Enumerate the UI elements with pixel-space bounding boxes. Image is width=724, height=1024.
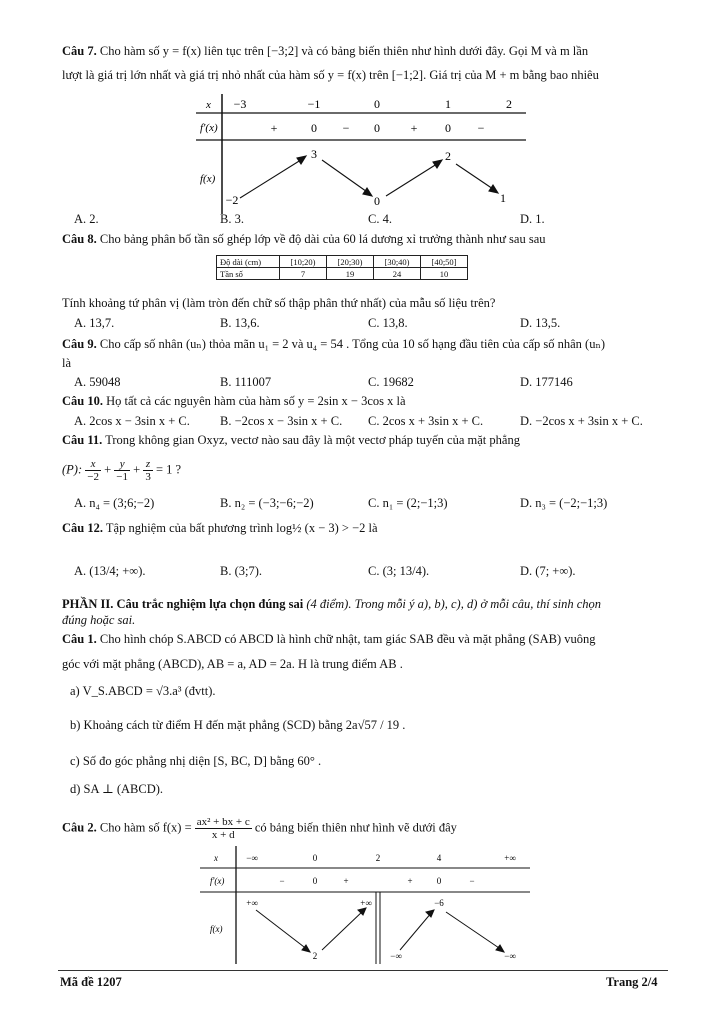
q12-text: Tập nghiệm của bất phương trình log½ (x − 3) > −2 là bbox=[105, 521, 378, 535]
part2-heading bbox=[62, 597, 601, 612]
p2q1-line1 bbox=[62, 632, 595, 647]
p2q2-f-label: f(x) bbox=[210, 924, 223, 934]
frac-den: −1 bbox=[116, 471, 128, 483]
q7-fp-label: f'(x) bbox=[200, 122, 218, 134]
q8-question: Tính khoảng tứ phân vị (làm tròn đến chữ số thập phân thứ nhất) của mẫu số liệu trên? bbox=[62, 296, 496, 310]
q7-x-label: x bbox=[206, 99, 211, 111]
q11-line1 bbox=[62, 433, 520, 448]
q7-fp-sign: + bbox=[410, 121, 418, 135]
p2q2-fp-sign: 0 bbox=[436, 876, 442, 886]
p2q1-statement-b[interactable]: b) Khoảng cách từ điểm H đến mặt phẳng (SCD) bằng 2a√57 / 19 . bbox=[70, 718, 406, 732]
q7-fp-sign: 0 bbox=[311, 121, 317, 135]
plane-prefix: (P): bbox=[62, 462, 83, 477]
p2q2-x-value: −∞ bbox=[246, 853, 258, 863]
p2q1-label: Câu 1. bbox=[62, 632, 97, 646]
q7-fp-sign: + bbox=[270, 121, 278, 135]
p2q1-statement-c[interactable]: c) Số đo góc phẳng nhị diện [S, BC, D] bằng 60° . bbox=[70, 754, 322, 768]
q11-option-d[interactable]: D. n₃ = (−2;−1;3) bbox=[520, 496, 608, 510]
q7-f-value: −2 bbox=[225, 193, 239, 207]
table-cell: Tần số bbox=[217, 268, 280, 280]
q9-text1: Cho cấp số nhân (uₙ) thỏa mãn u₁ = 2 và u₄ = 54 . Tổng của 10 số hạng đầu tiên của cấp số nhân (uₙ) bbox=[99, 337, 606, 351]
table-cell: [30;40) bbox=[374, 256, 421, 268]
fraction bbox=[85, 458, 101, 483]
table-cell: 7 bbox=[280, 268, 327, 280]
p2q2-f-value: +∞ bbox=[246, 898, 258, 908]
footer-exam-code: Mã đề 1207 bbox=[60, 975, 122, 989]
q7-f-value: 3 bbox=[311, 147, 317, 161]
p2q2-x-value: 0 bbox=[312, 853, 318, 863]
p2q2-fp-sign: − bbox=[279, 876, 285, 886]
p2q1-statement-d[interactable]: d) SA ⊥ (ABCD). bbox=[70, 782, 164, 796]
part2-note1: (4 điểm). Trong mỗi ý a), b), c), d) ở mỗi câu, thí sinh chọn bbox=[303, 597, 602, 611]
fraction bbox=[114, 458, 130, 483]
q10-option-c[interactable]: C. 2cos x + 3sin x + C. bbox=[368, 414, 484, 428]
q11-option-a[interactable]: A. n₄ = (3;6;−2) bbox=[74, 496, 155, 510]
q10-option-b[interactable]: B. −2cos x − 3sin x + C. bbox=[220, 414, 343, 428]
p2q2-line bbox=[62, 816, 457, 841]
p2q2-fp-sign: − bbox=[469, 876, 475, 886]
q8-option-a[interactable]: A. 13,7. bbox=[74, 316, 115, 330]
q8-text: Cho bảng phân bố tần số ghép lớp về độ dài của 60 lá dương xỉ trưởng thành như sau sau bbox=[99, 232, 546, 246]
p2q2-x-label: x bbox=[214, 853, 218, 863]
table-cell: [20;30) bbox=[327, 256, 374, 268]
q12-option-a[interactable]: A. (13/4; +∞). bbox=[74, 564, 146, 578]
table-row bbox=[217, 256, 468, 268]
p2q2-f-value: 2 bbox=[312, 951, 318, 961]
q7-option-c[interactable]: C. 4. bbox=[368, 212, 392, 226]
table-cell: Độ dài (cm) bbox=[217, 256, 280, 268]
p2q2-fp-sign: + bbox=[343, 876, 349, 886]
footer-page-number: Trang 2/4 bbox=[606, 975, 658, 989]
p2q1-statement-a[interactable]: a) V_S.ABCD = √3.a³ (đvtt). bbox=[70, 684, 216, 698]
frac-den: 3 bbox=[145, 471, 151, 483]
frac-den: −2 bbox=[87, 471, 99, 483]
frac-num: ax² + bx + c bbox=[196, 816, 250, 828]
q10-option-a[interactable]: A. 2cos x − 3sin x + C. bbox=[74, 414, 190, 428]
q7-option-d[interactable]: D. 1. bbox=[520, 212, 545, 226]
q9-line1 bbox=[62, 337, 605, 352]
q7-x-value: 0 bbox=[374, 97, 380, 111]
plane-suffix: = 1 ? bbox=[155, 462, 182, 477]
p2q2-f-value: +∞ bbox=[360, 898, 372, 908]
table-cell: 10 bbox=[421, 268, 468, 280]
fraction bbox=[195, 816, 252, 841]
q12-label: Câu 12. bbox=[62, 521, 103, 535]
q7-text1: Cho hàm số y = f(x) liên tục trên [−3;2] và có bảng biến thiên như hình dưới đây. Gọi M và m lần bbox=[99, 44, 589, 58]
q7-x-value: −1 bbox=[307, 97, 321, 111]
q7-fp-sign: − bbox=[477, 121, 485, 135]
footer-divider bbox=[58, 970, 668, 971]
q7-x-value: 2 bbox=[506, 97, 512, 111]
q7-fp-sign: − bbox=[342, 121, 350, 135]
q7-line1 bbox=[62, 44, 588, 59]
p2q2-fp-label: f'(x) bbox=[210, 876, 225, 886]
q12-option-b[interactable]: B. (3;7). bbox=[220, 564, 263, 578]
p2q2-x-value: +∞ bbox=[504, 853, 516, 863]
q12-option-d[interactable]: D. (7; +∞). bbox=[520, 564, 576, 578]
part2-title: PHẦN II. Câu trắc nghiệm lựa chọn đúng sai bbox=[62, 597, 304, 611]
p2q2-variation-table bbox=[200, 846, 530, 964]
table-cell: [40;50] bbox=[421, 256, 468, 268]
p2q2-label: Câu 2. bbox=[62, 820, 97, 835]
q7-f-value: 1 bbox=[500, 191, 506, 205]
q10-option-d[interactable]: D. −2cos x + 3sin x + C. bbox=[520, 414, 643, 428]
q7-f-value: 2 bbox=[445, 149, 451, 163]
q9-option-d[interactable]: D. 177146 bbox=[520, 375, 573, 389]
q8-option-b[interactable]: B. 13,6. bbox=[220, 316, 260, 330]
frac-den: x + d bbox=[211, 829, 235, 841]
q7-option-a[interactable]: A. 2. bbox=[74, 212, 99, 226]
q8-frequency-table bbox=[216, 255, 468, 280]
q7-fp-sign: 0 bbox=[445, 121, 451, 135]
frac-num: z bbox=[143, 458, 153, 471]
q8-line bbox=[62, 232, 546, 247]
q11-text1: Trong không gian Oxyz, vectơ nào sau đây là một vectơ pháp tuyến của mặt phẳng bbox=[105, 433, 520, 447]
q11-option-c[interactable]: C. n₁ = (2;−1;3) bbox=[368, 496, 448, 510]
p2q2-text-pre: Cho hàm số f(x) = bbox=[99, 820, 192, 835]
p2q2-text-post: có bảng biến thiên như hình vẽ dưới đây bbox=[254, 820, 457, 835]
q8-option-c[interactable]: C. 13,8. bbox=[368, 316, 408, 330]
q9-option-a[interactable]: A. 59048 bbox=[74, 375, 121, 389]
p2q2-f-value: −6 bbox=[434, 898, 444, 908]
q12-option-c[interactable]: C. (3; 13/4). bbox=[368, 564, 430, 578]
table-cell: 19 bbox=[327, 268, 374, 280]
q9-line2: là bbox=[62, 356, 72, 370]
p2q1-text1: Cho hình chóp S.ABCD có ABCD là hình chữ nhật, tam giác SAB đều và mặt phẳng (SAB) vuông bbox=[99, 632, 596, 646]
p2q2-fp-sign: + bbox=[407, 876, 413, 886]
q7-f-value: 0 bbox=[374, 194, 380, 208]
q12-line bbox=[62, 521, 378, 536]
frac-num: x bbox=[85, 458, 101, 471]
q8-option-d[interactable]: D. 13,5. bbox=[520, 316, 561, 330]
q8-label: Câu 8. bbox=[62, 232, 97, 246]
table-cell: 24 bbox=[374, 268, 421, 280]
q7-variation-table bbox=[196, 94, 526, 214]
q10-text: Họ tất cả các nguyên hàm của hàm số y = 2sin x − 3cos x là bbox=[106, 394, 406, 408]
p2q2-x-value: 2 bbox=[375, 853, 381, 863]
table-cell: [10;20) bbox=[280, 256, 327, 268]
q11-label: Câu 11. bbox=[62, 433, 103, 447]
q7-label: Câu 7. bbox=[62, 44, 97, 58]
q7-x-value: −3 bbox=[233, 97, 247, 111]
q9-label: Câu 9. bbox=[62, 337, 97, 351]
p2q1-text2: góc với mặt phẳng (ABCD), AB = a, AD = 2a. H là trung điểm AB . bbox=[62, 657, 403, 671]
q7-f-label: f(x) bbox=[200, 173, 216, 185]
part2-note2: đúng hoặc sai. bbox=[62, 613, 136, 627]
q7-line2: lượt là giá trị lớn nhất và giá trị nhỏ nhất của hàm số y = f(x) trên [−1;2]. Giá trị của M + m bằng bao nhiêu bbox=[62, 68, 599, 82]
fraction bbox=[143, 458, 153, 483]
q10-line bbox=[62, 394, 406, 409]
q7-fp-sign: 0 bbox=[374, 121, 380, 135]
p2q2-f-value: −∞ bbox=[390, 951, 402, 961]
q9-option-c[interactable]: C. 19682 bbox=[368, 375, 414, 389]
q7-x-value: 1 bbox=[445, 97, 451, 111]
q9-option-b[interactable]: B. 111007 bbox=[220, 375, 272, 389]
p2q2-f-value: −∞ bbox=[504, 951, 516, 961]
frac-num: y bbox=[114, 458, 130, 471]
q10-label: Câu 10. bbox=[62, 394, 103, 408]
p2q2-x-value: 4 bbox=[436, 853, 442, 863]
q11-plane-equation: (P): $\frac{x}{-2}$ + $\frac{y}{-1}$ + $\frac{z}{3}$ = 1 ? bbox=[62, 458, 182, 483]
q7-option-b[interactable]: B. 3. bbox=[220, 212, 244, 226]
table-row bbox=[217, 268, 468, 280]
q11-option-b[interactable]: B. n₂ = (−3;−6;−2) bbox=[220, 496, 314, 510]
p2q2-fp-sign: 0 bbox=[312, 876, 318, 886]
